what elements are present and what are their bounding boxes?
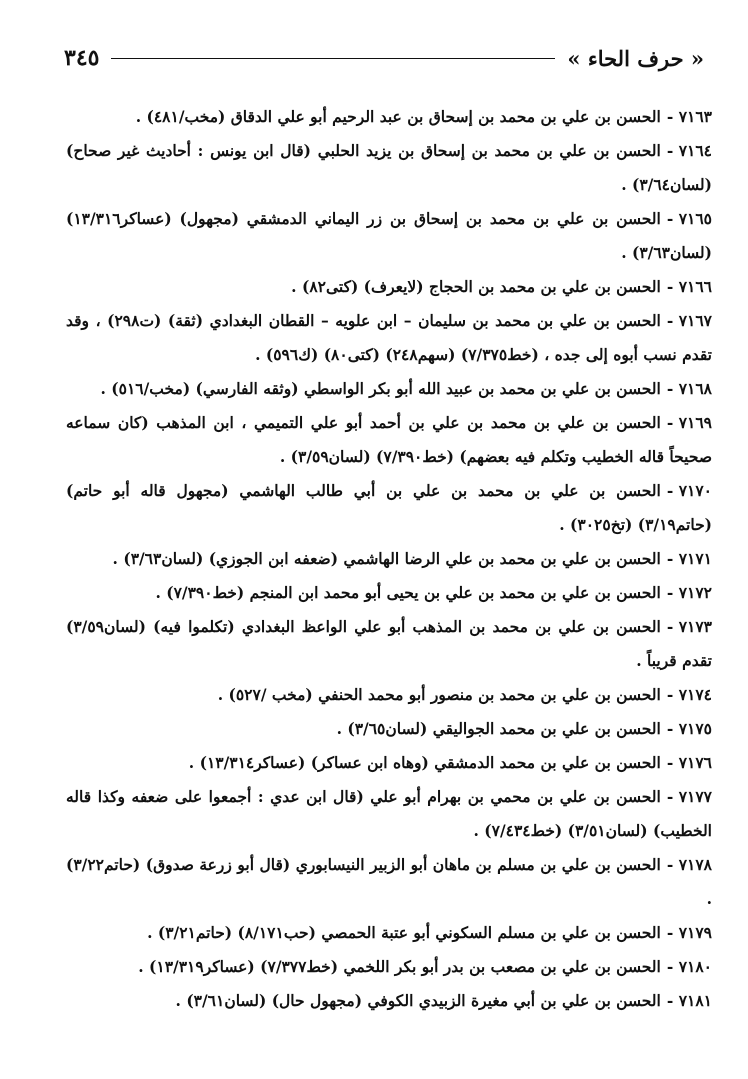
entry: [66, 372, 712, 406]
entry-number: ٧١٦٤ -: [666, 141, 712, 160]
entry: [66, 270, 712, 304]
entry-text: الحسن بن علي بن محمد بن المذهب أبو علي الواعظ البغدادي (تكلموا فيه) (لسان٣/٥٩) تقدم قريباً .: [66, 617, 712, 670]
entry-number: ٧١٧٦ -: [666, 753, 712, 772]
entry: [66, 474, 712, 542]
entry-number: ٧١٧٨ -: [666, 855, 712, 874]
entry-number: ٧١٧٣ -: [666, 617, 712, 636]
entry-number: ٧١٦٨ -: [666, 379, 712, 398]
entry-number: ٧١٨١ -: [666, 991, 712, 1010]
entry: [66, 406, 712, 474]
entry-text: الحسن بن علي بن محمد بن عبيد الله أبو بكر الواسطي (وثقه الفارسي) (مخب/٥١٦) .: [100, 379, 661, 398]
entry-text: الحسن بن علي بن محمد الجواليقي (لسان٣/٦٥) .: [336, 719, 661, 738]
entry: [66, 576, 712, 610]
entry-text: الحسن بن علي بن مسلم السكوني أبو عتبة الحمصي (حب٨/١٧١) (حاتم٣/٢١) .: [147, 923, 661, 942]
entry-text: الحسن بن علي بن محمد الدمشقي (وهاه ابن عساكر) (عساكر١٣/٣١٤) .: [188, 753, 661, 772]
entry-text: الحسن بن علي بن محمد بن إسحاق بن عبد الرحيم أبو علي الدقاق (مخب/٤٨١) .: [135, 107, 661, 126]
entry-number: ٧١٧٧ -: [666, 787, 712, 806]
entry: [66, 746, 712, 780]
entry-text: الحسن بن علي بن محمد بن علي بن يحيى أبو محمد ابن المنجم (خط٧/٣٩٠) .: [155, 583, 661, 602]
entry-text: الحسن بن علي بن محمد بن إسحاق بن يزيد الحلبي (قال ابن يونس : أحاديث غير صحاح) (لسان٣/٦٤) .: [66, 141, 712, 194]
entry: [66, 984, 712, 1018]
entry-text: الحسن بن علي بن محمد بن علي بن أبي طالب الهاشمي (مجهول قاله أبو حاتم) (حاتم٣/١٩) (تخ٣٠٢٥) .: [66, 481, 712, 534]
entry-text: الحسن بن علي بن محمد بن علي بن أحمد أبو علي التميمي ، ابن المذهب (كان سماعه صحيحاً قاله الخطيب وتكلم فيه بعضهم) (خط٧/٣٩٠) (لسان٣/٥٩) .: [66, 413, 712, 466]
chapter-title: « حرف الحاء »: [567, 45, 704, 71]
entry: [66, 100, 712, 134]
entry-text: الحسن بن علي بن محمد بن منصور أبو محمد الحنفي (مخب /٥٢٧) .: [217, 685, 661, 704]
entry-number: ٧١٧٤ -: [666, 685, 712, 704]
entry: [66, 848, 712, 916]
entry: [66, 304, 712, 372]
entry: [66, 712, 712, 746]
entry-text: الحسن بن علي بن محمد بن علي الرضا الهاشمي (ضعفه ابن الجوزي) (لسان٣/٦٣) .: [112, 549, 661, 568]
entry-number: ٧١٧٠ -: [666, 481, 712, 500]
entry-text: الحسن بن علي بن مصعب بن بدر أبو بكر اللخمي (خط٧/٣٧٧) (عساكر١٣/٣١٩) .: [138, 957, 661, 976]
entry-number: ٧١٦٧ -: [666, 311, 713, 330]
page-number: ٣٤٥: [64, 45, 100, 71]
entry: [66, 950, 712, 984]
entry-text: الحسن بن علي بن مسلم بن ماهان أبو الزبير النيسابوري (قال أبو زرعة صدوق) (حاتم٣/٢٢) .: [66, 855, 712, 908]
entry-number: ٧١٦٩ -: [666, 413, 712, 432]
entry: [66, 610, 712, 678]
page-header: [64, 40, 704, 76]
entry: [66, 678, 712, 712]
entry-number: ٧١٦٣ -: [666, 107, 712, 126]
entry-text: الحسن بن علي بن محمي بن بهرام أبو علي (قال ابن عدي : أجمعوا على ضعفه وكذا قاله الخطيب) (لسان٣/٥١) (خط٧/٤٣٤) .: [66, 787, 712, 840]
entry-number: ٧١٧١ -: [666, 549, 712, 568]
entry-list: [66, 100, 712, 1018]
entry-text: الحسن بن علي بن محمد بن الحجاج (لايعرف) (كتى٨٢) .: [291, 277, 661, 296]
entry-number: ٧١٧٢ -: [666, 583, 712, 602]
entry-number: ٧١٨٠ -: [666, 957, 712, 976]
entry: [66, 202, 712, 270]
header-rule: [111, 58, 555, 59]
entry: [66, 916, 712, 950]
entry: [66, 134, 712, 202]
entry: [66, 542, 712, 576]
entry-number: ٧١٧٥ -: [666, 719, 712, 738]
entry-number: ٧١٦٥ -: [666, 209, 712, 228]
entry: [66, 780, 712, 848]
entry-text: الحسن بن علي بن محمد بن سليمان – ابن علويه – القطان البغدادي (ثقة) (ت٢٩٨) ، وقد تقدم نسب أبوه إلى جده ، (خط٧/٣٧٥) (سهم٢٤٨) (كتى٨٠) (ك٥٩٦) .: [66, 311, 712, 364]
entry-text: الحسن بن علي بن أبي مغيرة الزبيدي الكوفي (مجهول حال) (لسان٣/٦١) .: [175, 991, 661, 1010]
entry-number: ٧١٦٦ -: [666, 277, 712, 296]
entry-number: ٧١٧٩ -: [666, 923, 712, 942]
entry-text: الحسن بن علي بن محمد بن إسحاق بن زر اليماني الدمشقي (مجهول) (عساكر١٣/٣١٦) (لسان٣/٦٣) .: [66, 209, 712, 262]
